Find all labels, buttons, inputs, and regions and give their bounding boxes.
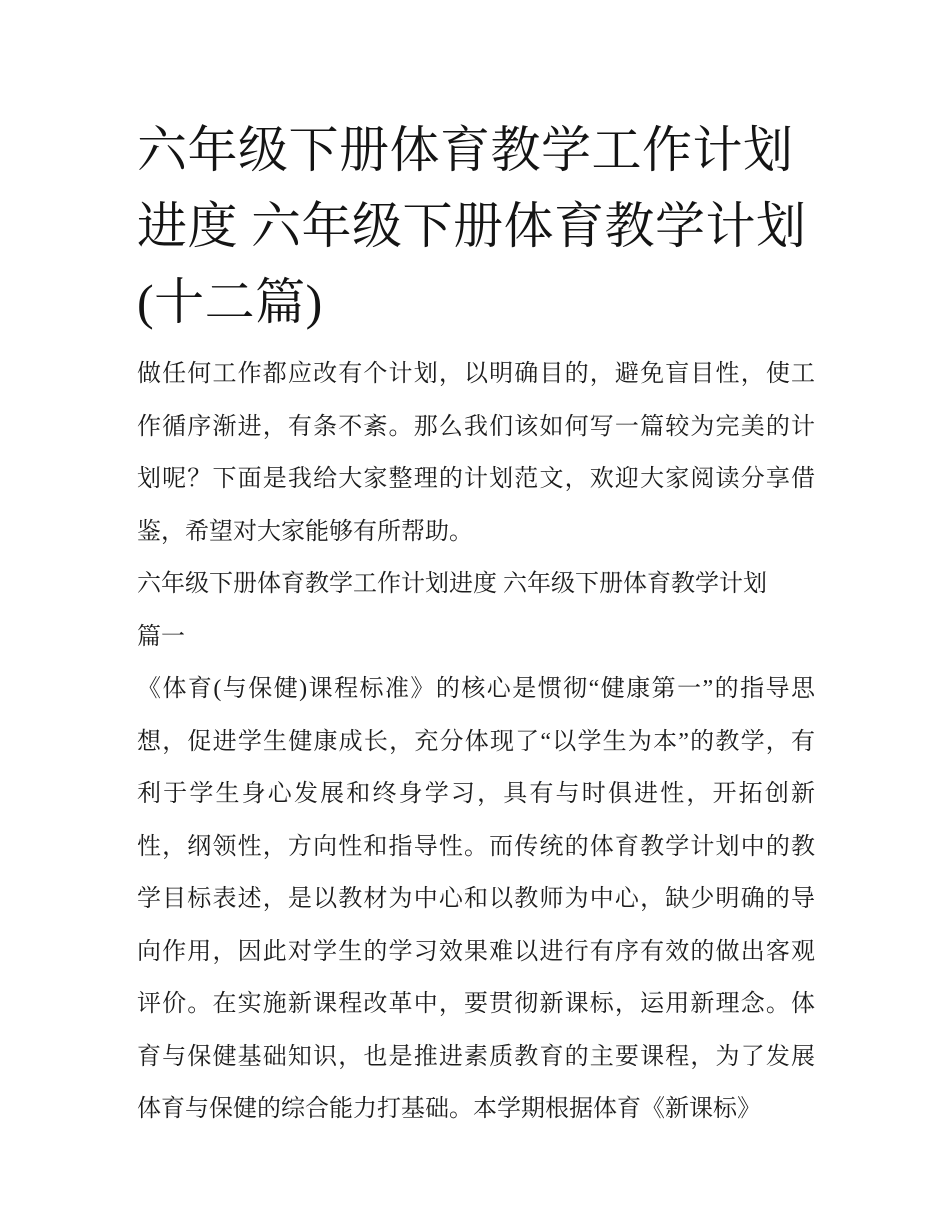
body-line: 想，促进学生健康成长，充分体现了“以学生为本”的教学，有	[137, 728, 815, 755]
paragraph-section-one	[137, 663, 815, 1136]
paragraph-intro	[137, 348, 815, 558]
paragraph-subtitle	[137, 558, 815, 611]
paragraph-section-label	[137, 611, 815, 664]
body-line: 学目标表述，是以教材为中心和以教师为中心，缺少明确的导	[137, 886, 815, 912]
document-content	[137, 112, 815, 1136]
body-line: 评价。在实施新课程改革中，要贯彻新课标，运用新理念。体	[137, 991, 815, 1017]
document-title	[137, 112, 815, 340]
body-line: 做任何工作都应改有个计划，以明确目的，避免盲目性，使工	[137, 361, 815, 387]
title-line-3: (十二篇)	[137, 274, 323, 330]
body-line: 鉴，希望对大家能够有所帮助。	[137, 518, 473, 545]
document-body	[137, 348, 815, 1136]
body-line: 育与保健基础知识，也是推进素质教育的主要课程，为了发展	[137, 1043, 815, 1070]
body-line: 作循序渐进，有条不紊。那么我们该如何写一篇较为完美的计	[137, 413, 815, 440]
title-line-2: 进度 六年级下册体育教学计划	[137, 198, 807, 254]
body-line: 篇一	[137, 623, 185, 650]
body-line: 体育与保健的综合能力打基础。本学期根据体育《新课标》	[137, 1096, 761, 1122]
body-line: 利于学生身心发展和终身学习，具有与时俱进性，开拓创新	[137, 781, 815, 807]
body-line: 六年级下册体育教学工作计划进度 六年级下册体育教学计划	[137, 571, 767, 597]
body-line: 性，纲领性，方向性和指导性。而传统的体育教学计划中的教	[137, 833, 815, 860]
body-line: 《体育(与保健)课程标准》的核心是惯彻“健康第一”的指导思	[137, 676, 815, 702]
body-line: 向作用，因此对学生的学习效果难以进行有序有效的做出客观	[137, 938, 815, 965]
title-line-1: 六年级下册体育教学工作计划	[137, 122, 794, 178]
body-line: 划呢？下面是我给大家整理的计划范文，欢迎大家阅读分享借	[137, 466, 815, 492]
